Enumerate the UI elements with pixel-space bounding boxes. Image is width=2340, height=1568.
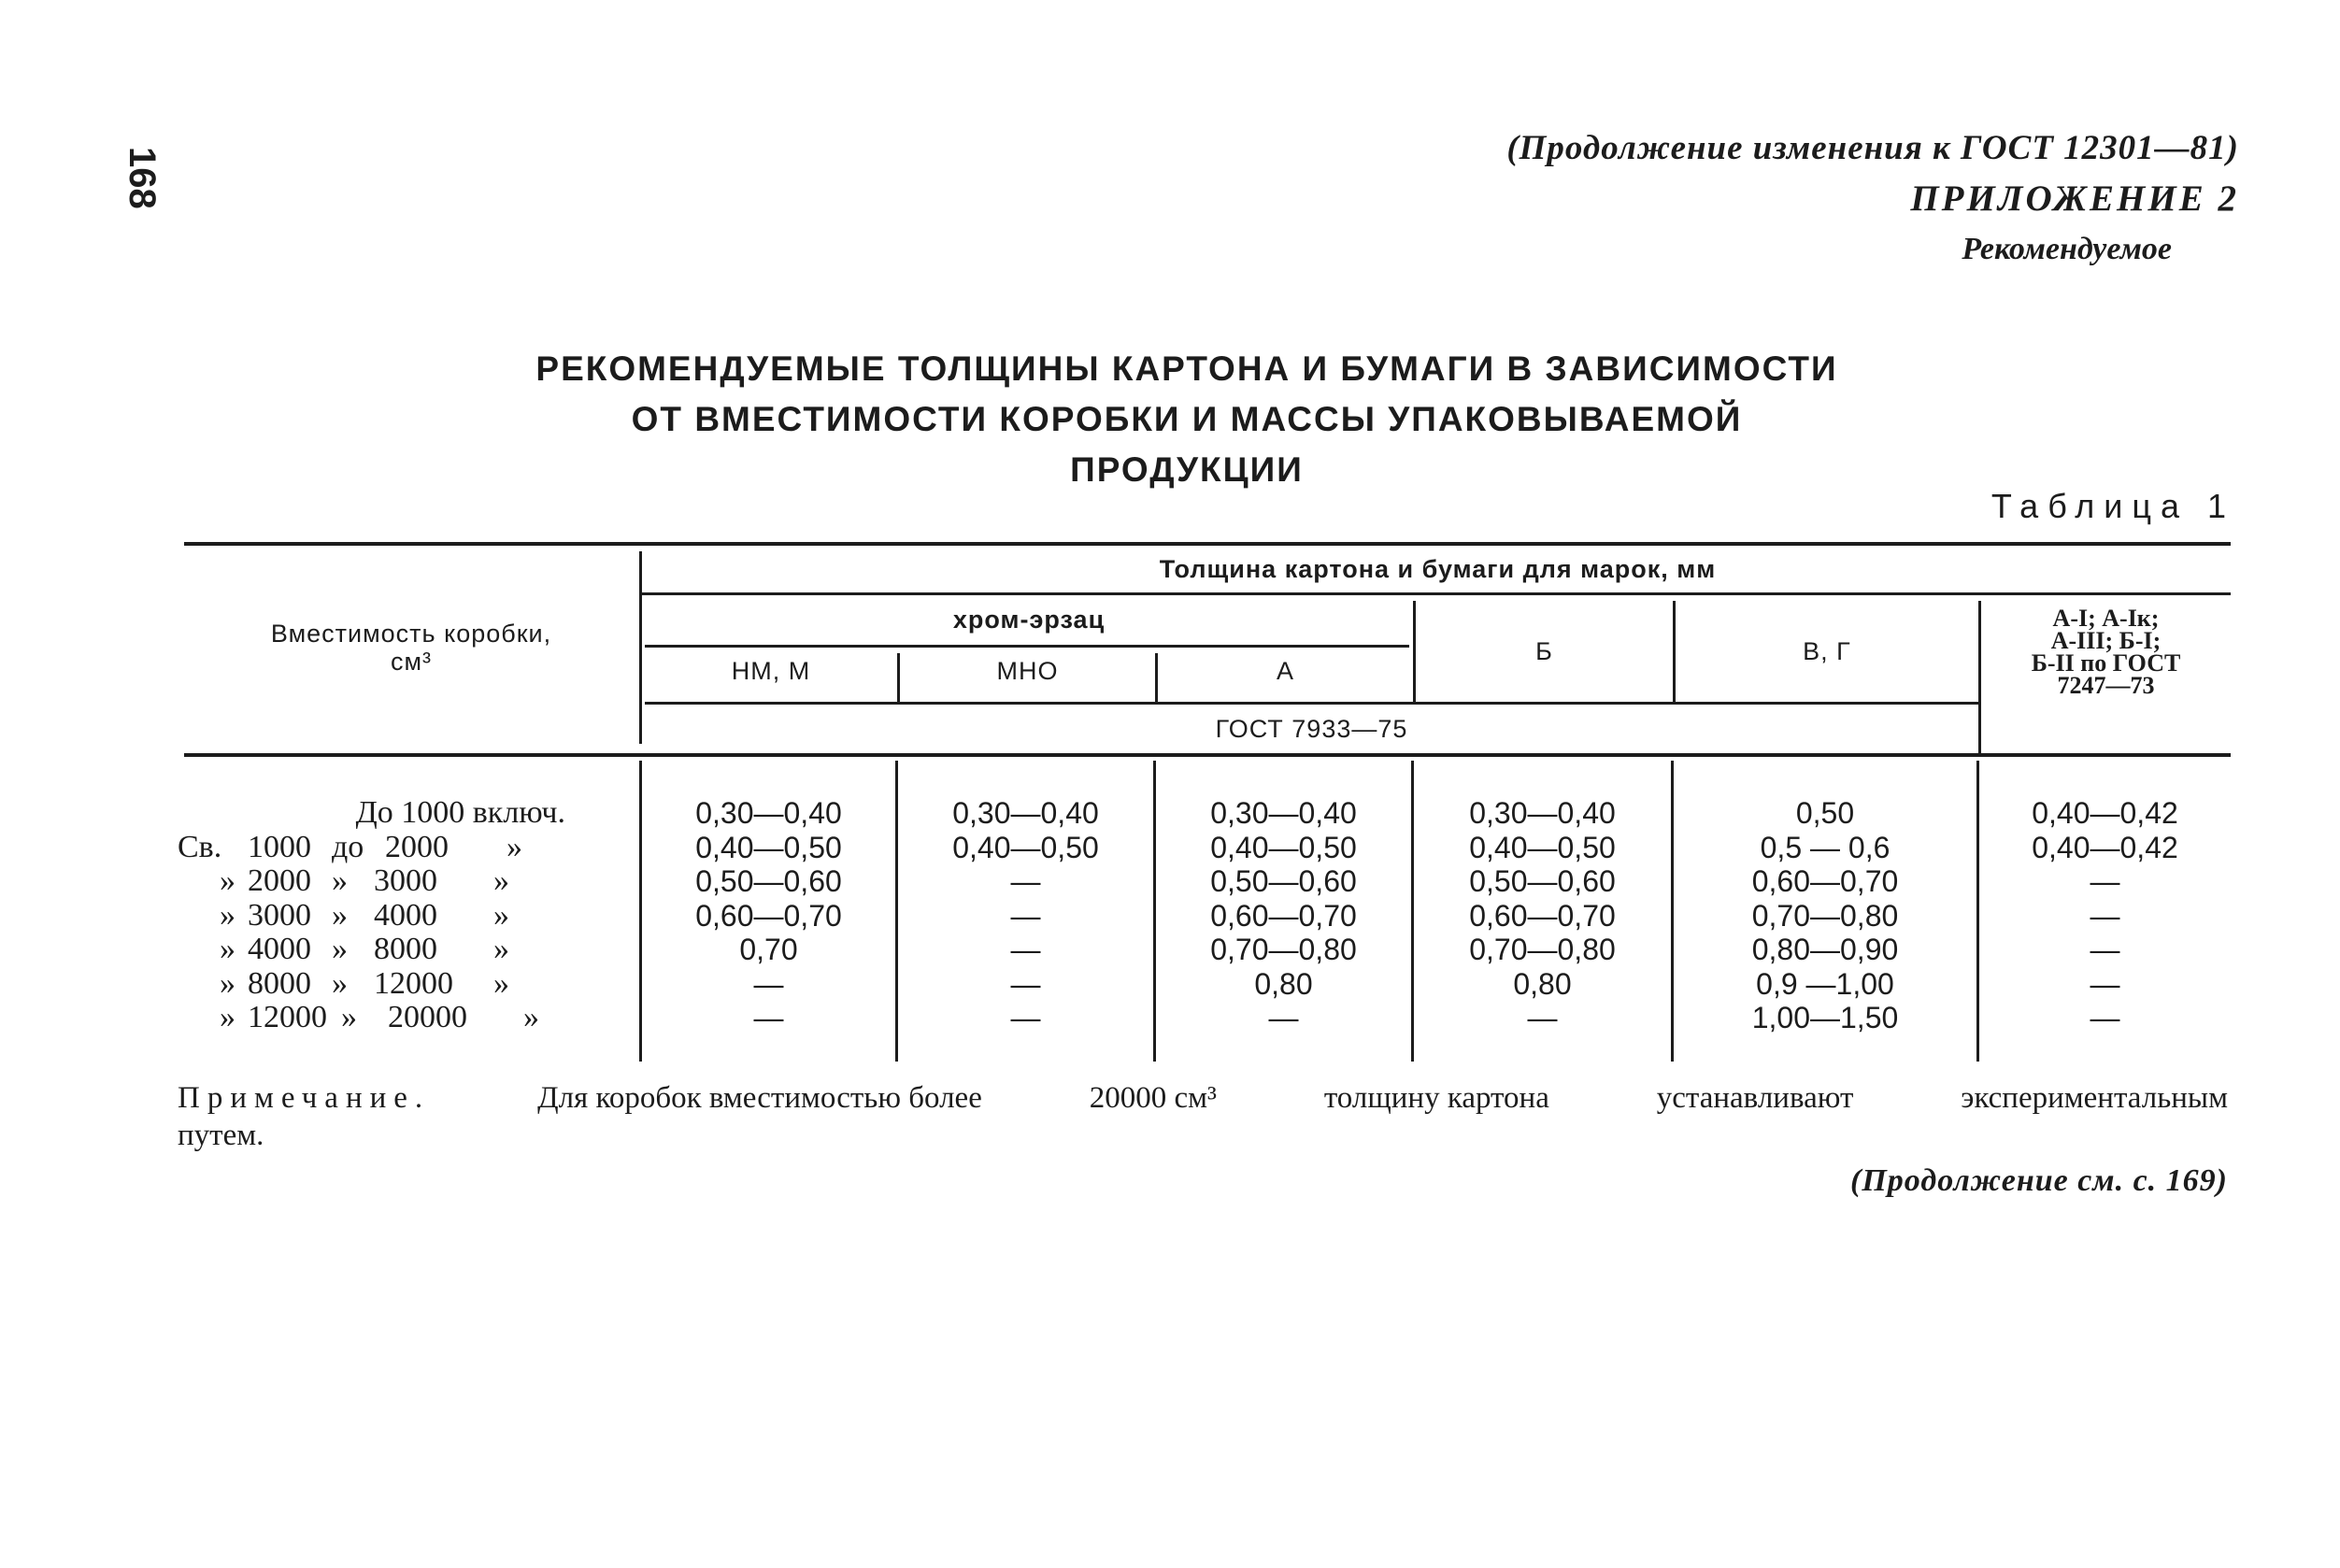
table-cell: — (1010, 898, 1041, 933)
rule-under-group-title (640, 592, 2231, 595)
table-cell: — (753, 966, 784, 1001)
table-cell: — (1010, 1001, 1041, 1034)
rule-under-chrome (645, 645, 1409, 648)
table-cell: 0,30—0,40 (695, 796, 842, 830)
header-bottom-rule (184, 753, 2231, 757)
table-cell: 0,5 — 0,6 (1760, 830, 1891, 864)
column-mno (898, 796, 1153, 1035)
column-b (1414, 796, 1671, 1035)
capacity-cell: Св. 1000 до 2000 » (178, 829, 522, 864)
note-text: устанавливают (1656, 1081, 1854, 1115)
note-label: Примечание. (178, 1081, 431, 1115)
table-cell: — (2090, 898, 2120, 933)
table-cell: — (753, 1001, 784, 1034)
note-text: экспериментальным (1961, 1081, 2228, 1115)
chrome-subgroup-header: хром-эрзац (952, 606, 1106, 634)
table-cell: — (1268, 1001, 1299, 1034)
capacity-cell: » 12000 » 20000 » (220, 1000, 539, 1034)
continuation-header: (Продолжение изменения к ГОСТ 12301—81) (1506, 129, 2239, 167)
standard-header: ГОСТ 7933—75 (1215, 715, 1408, 743)
table-cell: 0,80 (1254, 966, 1313, 1001)
table-cell: 1,00—1,50 (1751, 1001, 1899, 1034)
column-header-last: А-I; А-Iк; А-III; Б-I; Б-II по ГОСТ 7247—73 (2031, 605, 2181, 699)
title-line: ПРОДУКЦИИ (1070, 450, 1304, 489)
table-cell: — (1010, 864, 1041, 898)
table-cell: 0,30—0,40 (952, 796, 1099, 830)
table-cell: 0,50—0,60 (695, 864, 842, 898)
table-cell: 0,60—0,70 (1210, 898, 1357, 933)
table-cell: 0,40—0,42 (2032, 830, 2178, 864)
capacity-cell: » 8000 » 12000 » (220, 965, 509, 1001)
table-cell: — (1527, 1001, 1558, 1034)
table-cell: 0,60—0,70 (695, 898, 842, 933)
table-cell: — (2090, 1001, 2120, 1034)
table-cell: 0,40—0,42 (2032, 796, 2178, 830)
table-cell: — (2090, 966, 2120, 1001)
title-line: РЕКОМЕНДУЕМЫЕ ТОЛЩИНЫ КАРТОНА И БУМАГИ В ЗАВИСИМОСТИ (535, 349, 1838, 388)
note-text: 20000 см³ (1089, 1081, 1217, 1115)
page-number: 168 (121, 147, 163, 209)
table-note (178, 1079, 2228, 1154)
capacity-cell: » 2000 » 3000 » (220, 863, 509, 898)
table-cell: — (2090, 864, 2120, 898)
table-cell: 0,50—0,60 (1469, 864, 1616, 898)
continued-footer: (Продолжение см. с. 169) (1850, 1163, 2228, 1198)
column-v-g (1674, 796, 1976, 1035)
table-cell: 0,80 (1513, 966, 1572, 1001)
table-cell: 0,30—0,40 (1210, 796, 1357, 830)
table-cell: 0,70—0,80 (1751, 898, 1899, 933)
table-cell: 0,70—0,80 (1210, 933, 1357, 966)
column-header-b: Б (1535, 637, 1553, 665)
table-cell: 0,40—0,50 (1210, 830, 1357, 864)
table-cell: 0,30—0,40 (1469, 796, 1616, 830)
appendix-label: ПРИЛОЖЕНИЕ 2 (1910, 178, 2239, 219)
column-a (1156, 796, 1411, 1035)
capacity-cell: » 4000 » 8000 » (220, 932, 509, 966)
capacity-cell: До 1000 включ. (355, 795, 565, 830)
table-cell: 0,70 (739, 933, 798, 966)
column-nm-m (642, 796, 895, 1035)
table-cell: 0,60—0,70 (1469, 898, 1616, 933)
capacity-cell: » 3000 » 4000 » (220, 897, 509, 933)
group-header: Толщина картона и бумаги для марок, мм (1159, 555, 1717, 583)
title-line: ОТ ВМЕСТИМОСТИ КОРОБКИ И МАССЫ УПАКОВЫВАЕМОЙ (631, 400, 1743, 438)
table-cell: — (1010, 966, 1041, 1001)
table-cell: — (2090, 933, 2120, 966)
table-cell: 0,9 —1,00 (1756, 966, 1894, 1001)
table-top-rule (184, 542, 2231, 546)
table-cell: 0,40—0,50 (1469, 830, 1616, 864)
table-cell: 0,40—0,50 (695, 830, 842, 864)
table-cell: 0,50 (1795, 796, 1855, 830)
table-cell: 0,60—0,70 (1751, 864, 1899, 898)
rule-under-grades (645, 702, 1981, 705)
column-header-mno: МНО (996, 657, 1059, 685)
table-cell: 0,40—0,50 (952, 830, 1099, 864)
note-text: Для коробок вместимостью более (537, 1081, 982, 1115)
table-cell: — (1010, 933, 1041, 966)
column-header-v-g: В, Г (1803, 637, 1851, 665)
column-last (1979, 796, 2231, 1035)
column-header-nm-m: НМ, М (731, 657, 811, 685)
table-cell: 0,70—0,80 (1469, 933, 1616, 966)
note-text: путем. (178, 1119, 264, 1152)
column-header-a: А (1276, 657, 1294, 685)
capacity-column-header: Вместимость коробки, см³ (270, 620, 552, 676)
table-cell: 0,80—0,90 (1751, 933, 1899, 966)
note-text: толщину картона (1323, 1081, 1549, 1115)
table-cell: 0,50—0,60 (1210, 864, 1357, 898)
appendix-status: Рекомендуемое (1962, 232, 2172, 266)
header-divider (639, 551, 642, 744)
document-title (523, 344, 1850, 495)
table-label: Таблица 1 (1990, 487, 2235, 525)
